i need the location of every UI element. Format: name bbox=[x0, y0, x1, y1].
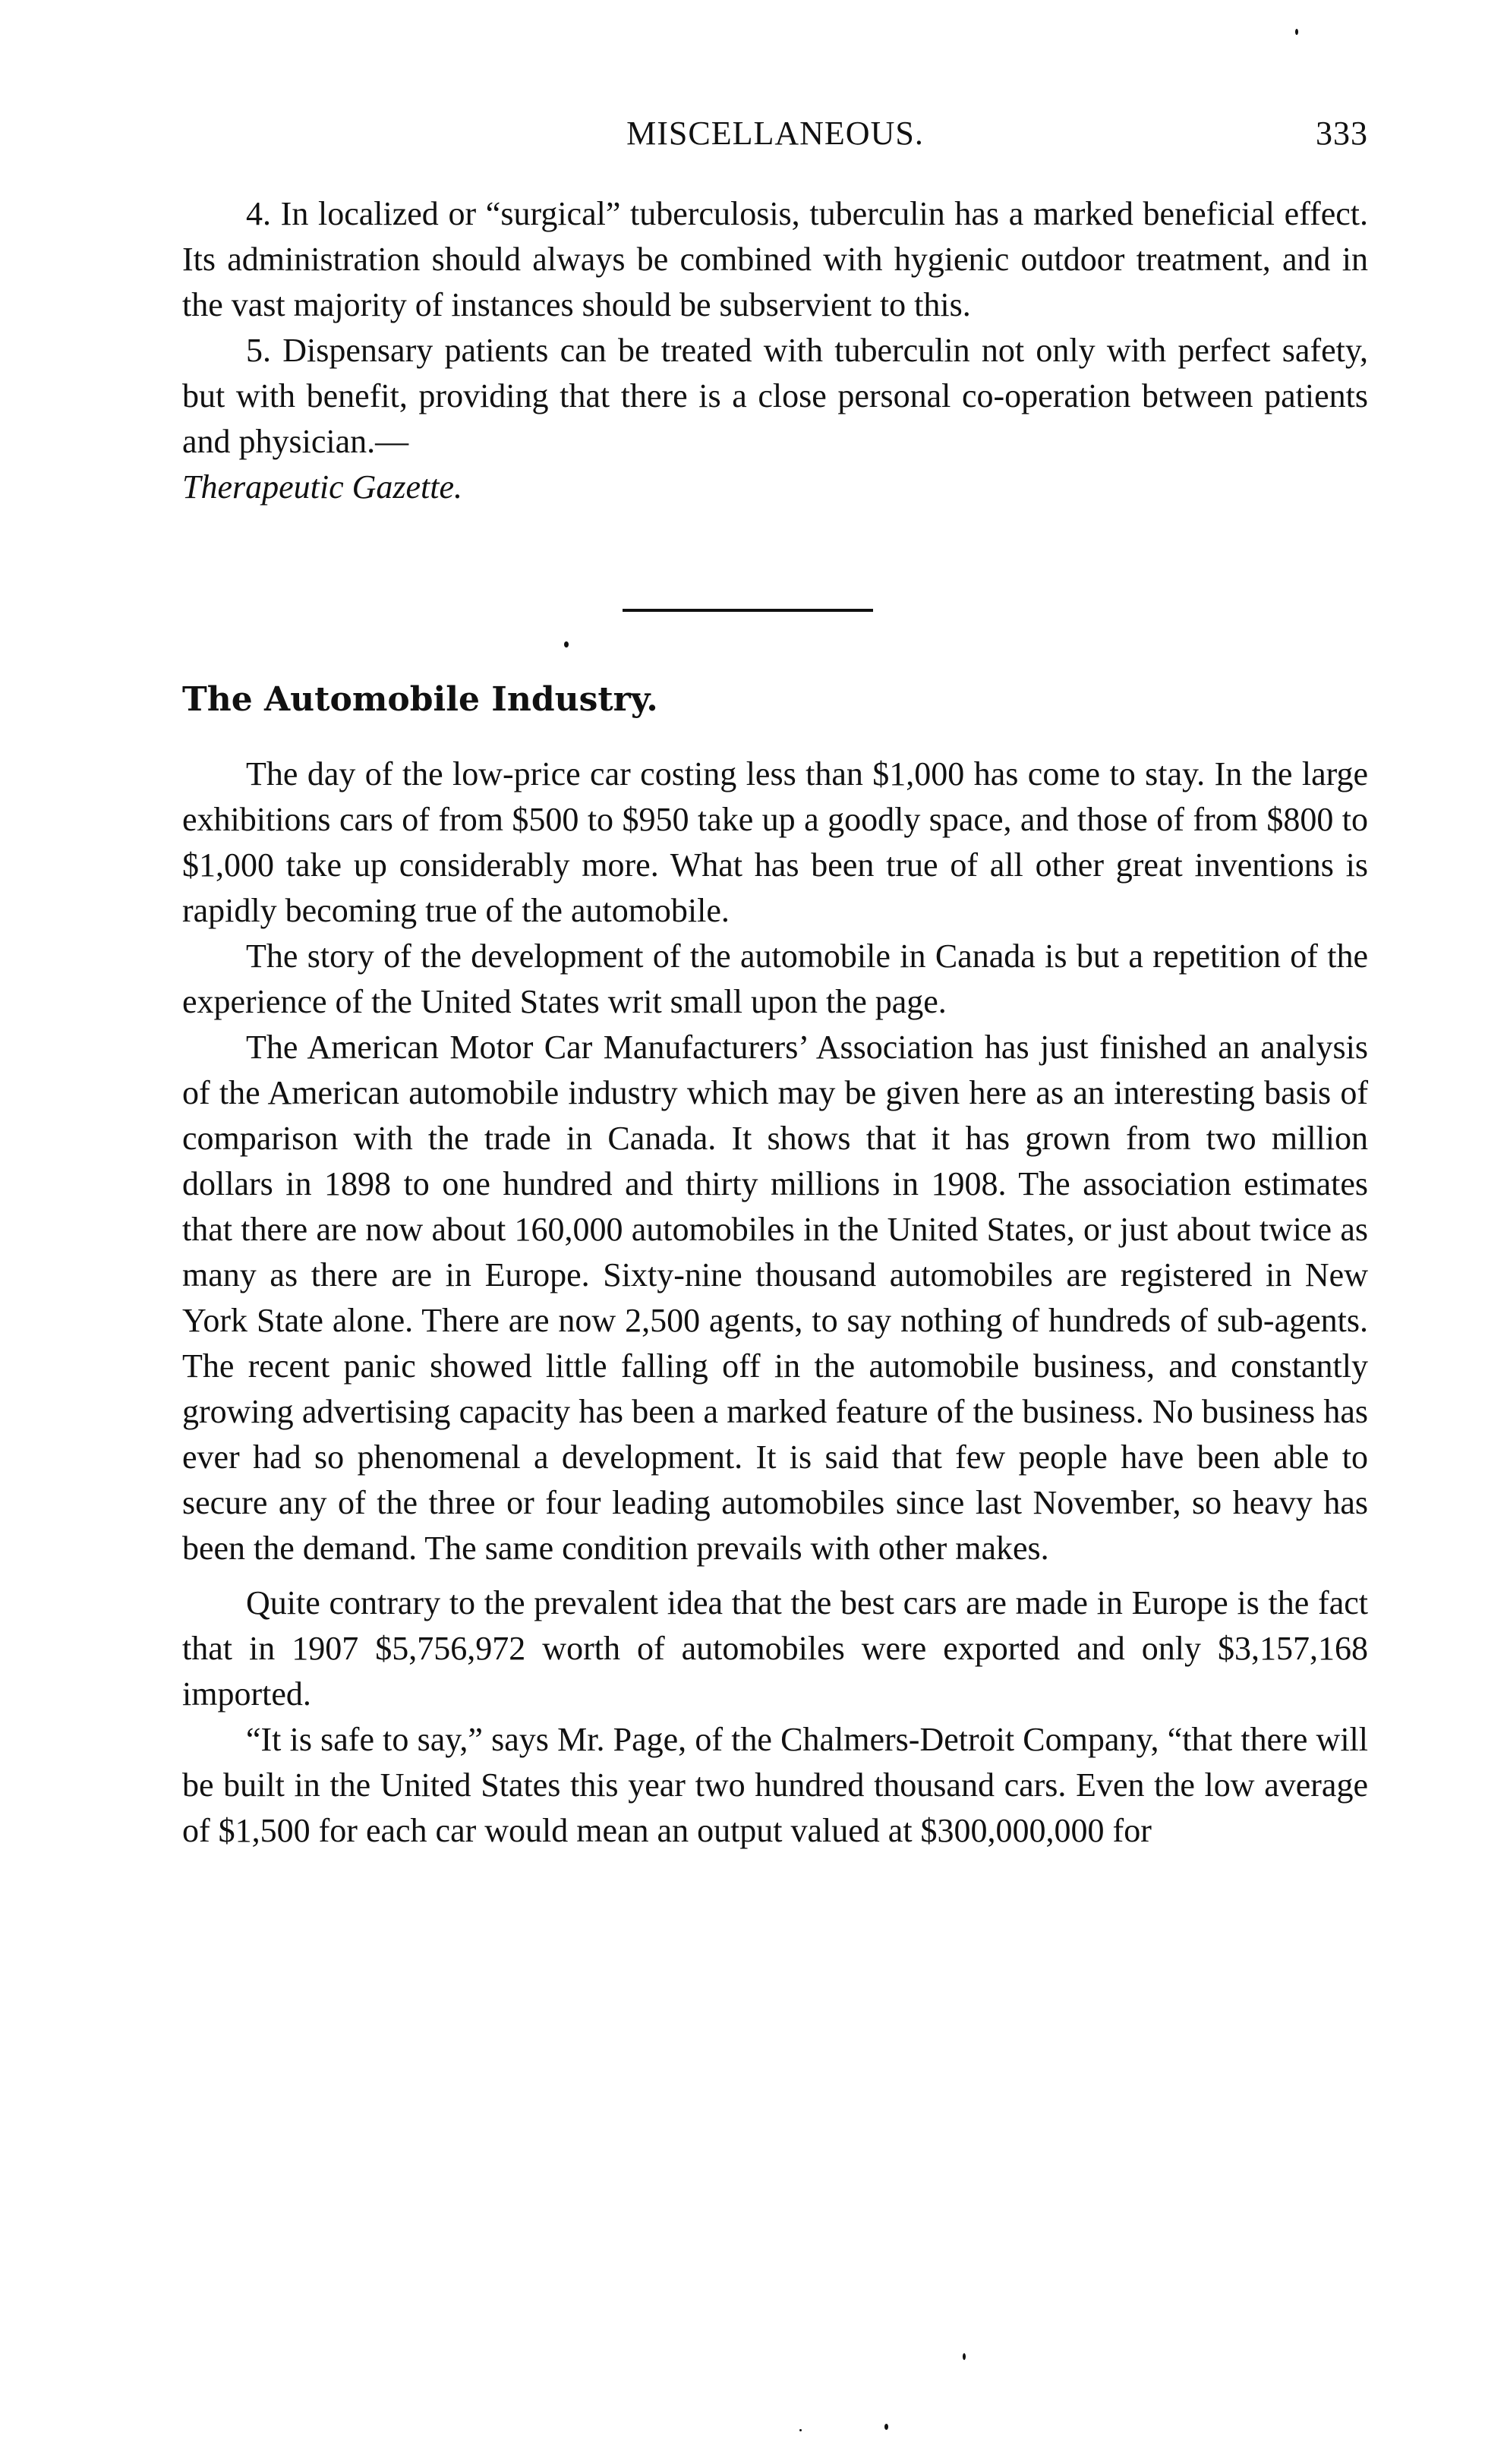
section-tuberculin bbox=[182, 191, 1368, 510]
running-head bbox=[182, 114, 1368, 159]
page-number: 333 bbox=[1316, 115, 1368, 152]
article-paragraph: “It is safe to say,” says Mr. Page, of the Chalmers-Detroit Company, “that there will be built in the United States this year two hundred thousand cars. Even the low average of $1,500 for each car would mean an output valued at $300,000,000 for bbox=[182, 1721, 1368, 1849]
running-title: MISCELLANEOUS. bbox=[626, 115, 924, 152]
paragraph-point-4: 4. In localized or “surgical” tuberculosis, tuberculin has a marked beneficial effect. Its administration should always be combined with hygienic outdoor treatment, and in the vast majority of instances should be subservient to this. bbox=[182, 195, 1368, 323]
article-paragraph: The day of the low-price car costing less than $1,000 has come to stay. In the large exhibitions cars of from $500 to $950 take up a goodly space, and those of from $800 to $1,000 take up considerably more. What has been true of all other great inventions is rapidly becoming true of the automobile. bbox=[182, 755, 1368, 929]
section-divider bbox=[623, 609, 873, 612]
paragraph-point-5: 5. Dispensary patients can be treated with tuberculin not only with perfect safety, but with benefit, providing that there is a close personal co-operation between patients and physician.— bbox=[182, 332, 1368, 460]
scan-speck bbox=[884, 2424, 888, 2430]
article-paragraph: The American Motor Car Manufacturers’ Association has just finished an analysis of the American automobile industry which may be given here as an interesting basis of comparison with the trade in Canada. It shows that it has grown from two million dollars in 1898 to one hundred and thirty millions in 1908. The association estimates that there are now about 160,000 automobiles in the United States, or just about twice as many as there are in Europe. Sixty-nine thousand automobiles are registered in New York State alone. There are now 2,500 agents, to say nothing of hundreds of sub-agents. The recent panic showed little falling off in the automobile business, and constantly growing advertising capacity has been a marked feature of the business. No business has ever had so phenomenal a development. It is said that few people have been able to secure any of the three or four leading automobiles since last November, so heavy has been the demand. The same condition prevails with other makes. bbox=[182, 1029, 1368, 1567]
scan-speck bbox=[799, 2429, 802, 2431]
article-title: The Automobile Industry. bbox=[182, 680, 658, 719]
scan-speck bbox=[963, 2353, 966, 2360]
article-paragraph: Quite contrary to the prevalent idea that the best cars are made in Europe is the fact that in 1907 $5,756,972 worth of automobiles were exported and only $3,157,168 imported. bbox=[182, 1584, 1368, 1713]
article-paragraph: The story of the development of the automobile in Canada is but a repetition of the experience of the United States writ small upon the page. bbox=[182, 937, 1368, 1020]
source-citation: Therapeutic Gazette. bbox=[182, 468, 463, 506]
scan-speck bbox=[1295, 29, 1298, 35]
article-body bbox=[182, 751, 1368, 1854]
scan-speck bbox=[564, 641, 569, 648]
